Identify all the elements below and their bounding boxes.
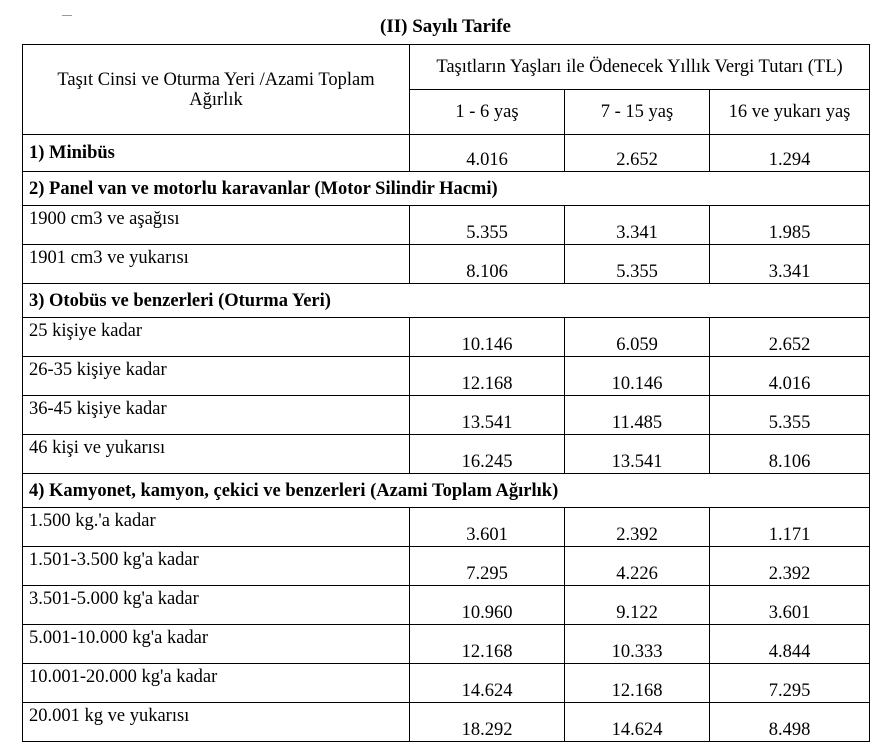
cell-value: 6.059 xyxy=(565,318,710,357)
cell-value: 5.355 xyxy=(710,396,870,435)
table-row-minibus xyxy=(23,135,870,172)
table-row xyxy=(23,547,870,586)
header-age-1-6: 1 - 6 yaş xyxy=(410,90,565,135)
row-label: 46 kişi ve yukarısı xyxy=(23,435,410,474)
cell-value: 3.341 xyxy=(710,245,870,284)
cell-value: 5.355 xyxy=(565,245,710,284)
table-row xyxy=(23,206,870,245)
table-title: (II) Sayılı Tarife xyxy=(380,16,511,37)
cell-value: 2.652 xyxy=(565,135,710,172)
cell-value: 3.341 xyxy=(565,206,710,245)
table-row xyxy=(23,664,870,703)
cell-value: 4.844 xyxy=(710,625,870,664)
cell-value: 10.333 xyxy=(565,625,710,664)
cell-value: 8.498 xyxy=(710,703,870,742)
cell-value: 9.122 xyxy=(565,586,710,625)
cell-value: 10.146 xyxy=(410,318,565,357)
table-row xyxy=(23,625,870,664)
cell-value: 13.541 xyxy=(565,435,710,474)
cell-value: 1.171 xyxy=(710,508,870,547)
cell-value: 12.168 xyxy=(410,357,565,396)
cell-value: 12.168 xyxy=(565,664,710,703)
cell-value: 2.392 xyxy=(710,547,870,586)
row-label: 1900 cm3 ve aşağısı xyxy=(23,206,410,245)
row-label: 1.500 kg.'a kadar xyxy=(23,508,410,547)
cell-value: 3.601 xyxy=(710,586,870,625)
table-row xyxy=(23,357,870,396)
section-header-bus xyxy=(23,284,870,318)
cell-value: 10.146 xyxy=(565,357,710,396)
cell-value: 12.168 xyxy=(410,625,565,664)
table-row xyxy=(23,586,870,625)
cell-value: 8.106 xyxy=(710,435,870,474)
header-vehicle-type: Taşıt Cinsi ve Oturma Yeri /Azami Toplam Ağırlık xyxy=(23,45,410,135)
cell-value: 13.541 xyxy=(410,396,565,435)
section-header-truck xyxy=(23,474,870,508)
cell-value: 1.294 xyxy=(710,135,870,172)
cell-value: 14.624 xyxy=(565,703,710,742)
cell-value: 10.960 xyxy=(410,586,565,625)
cell-value: 5.355 xyxy=(410,206,565,245)
header-tax-amount: Taşıtların Yaşları ile Ödenecek Yıllık Vergi Tutarı (TL) xyxy=(410,45,870,90)
cell-value: 3.601 xyxy=(410,508,565,547)
row-label: 1) Minibüs xyxy=(23,135,410,172)
cell-value: 18.292 xyxy=(410,703,565,742)
table-row xyxy=(23,245,870,284)
cell-value: 8.106 xyxy=(410,245,565,284)
cell-value: 2.652 xyxy=(710,318,870,357)
cell-value: 2.392 xyxy=(565,508,710,547)
row-label: 5.001-10.000 kg'a kadar xyxy=(23,625,410,664)
tariff-table xyxy=(22,44,870,742)
row-label: 20.001 kg ve yukarısı xyxy=(23,703,410,742)
cell-value: 1.985 xyxy=(710,206,870,245)
row-label: 1901 cm3 ve yukarısı xyxy=(23,245,410,284)
table-row xyxy=(23,396,870,435)
cell-value: 4.226 xyxy=(565,547,710,586)
cell-value: 11.485 xyxy=(565,396,710,435)
row-label: 3.501-5.000 kg'a kadar xyxy=(23,586,410,625)
row-label: 26-35 kişiye kadar xyxy=(23,357,410,396)
row-label: 25 kişiye kadar xyxy=(23,318,410,357)
cell-value: 4.016 xyxy=(710,357,870,396)
section-header-panel-van xyxy=(23,172,870,206)
section-title: 2) Panel van ve motorlu karavanlar (Motor Silindir Hacmi) xyxy=(23,172,870,206)
cell-value: 7.295 xyxy=(710,664,870,703)
row-label: 1.501-3.500 kg'a kadar xyxy=(23,547,410,586)
header-row-1 xyxy=(23,45,870,90)
header-age-16-plus: 16 ve yukarı yaş xyxy=(710,90,870,135)
header-age-7-15: 7 - 15 yaş xyxy=(565,90,710,135)
tariff-page xyxy=(22,12,869,742)
section-title: 4) Kamyonet, kamyon, çekici ve benzerleri (Azami Toplam Ağırlık) xyxy=(23,474,870,508)
row-label: 36-45 kişiye kadar xyxy=(23,396,410,435)
table-row xyxy=(23,703,870,742)
table-row xyxy=(23,435,870,474)
cell-value: 4.016 xyxy=(410,135,565,172)
table-row xyxy=(23,508,870,547)
cell-value: 14.624 xyxy=(410,664,565,703)
section-title: 3) Otobüs ve benzerleri (Oturma Yeri) xyxy=(23,284,870,318)
cell-value: 16.245 xyxy=(410,435,565,474)
cell-value: 7.295 xyxy=(410,547,565,586)
table-row xyxy=(23,318,870,357)
row-label: 10.001-20.000 kg'a kadar xyxy=(23,664,410,703)
